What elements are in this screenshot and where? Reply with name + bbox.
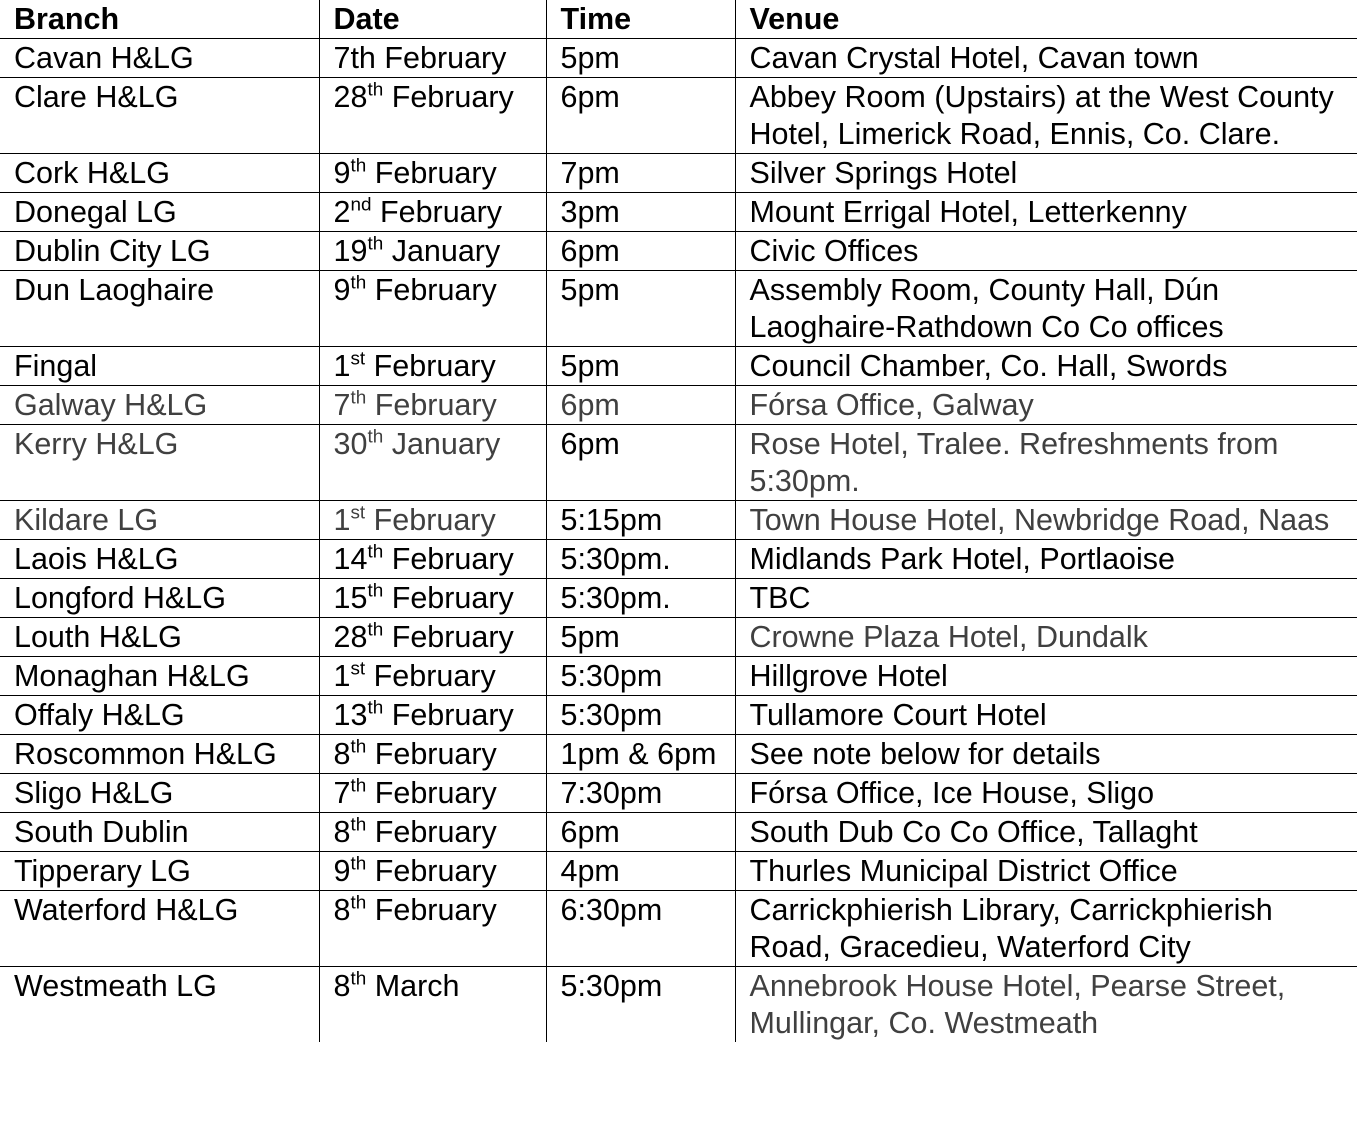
cell-time: 5:30pm <box>546 967 735 1043</box>
date-ordinal-suffix: th <box>367 79 384 101</box>
cell-branch: Laois H&LG <box>0 540 319 579</box>
cell-venue: South Dub Co Co Office, Tallaght <box>735 813 1357 852</box>
date-ordinal-suffix: th <box>350 853 367 875</box>
date-day: 28 <box>333 620 368 654</box>
cell-date <box>319 774 546 813</box>
cell-date <box>319 501 546 540</box>
date-ordinal-suffix: th <box>350 775 367 797</box>
cell-branch: Longford H&LG <box>0 579 319 618</box>
header-venue: Venue <box>735 0 1357 39</box>
cell-date <box>319 386 546 425</box>
table-row <box>0 774 1357 813</box>
cell-venue: Civic Offices <box>735 232 1357 271</box>
date-month: February <box>391 581 514 615</box>
cell-time: 5pm <box>546 347 735 386</box>
cell-branch: Waterford H&LG <box>0 891 319 967</box>
cell-time: 7pm <box>546 154 735 193</box>
cell-branch: Clare H&LG <box>0 78 319 154</box>
date-day: 14 <box>333 542 368 576</box>
table-row <box>0 657 1357 696</box>
cell-venue: Council Chamber, Co. Hall, Swords <box>735 347 1357 386</box>
cell-time: 6pm <box>546 425 735 501</box>
cell-date <box>319 271 546 347</box>
cell-venue: Assembly Room, County Hall, Dún Laoghaire-Rathdown Co Co offices <box>735 271 1357 347</box>
table-row <box>0 78 1357 154</box>
table-row <box>0 967 1357 1043</box>
date-day: 1 <box>333 349 351 383</box>
cell-time: 5pm <box>546 618 735 657</box>
cell-time: 5:30pm. <box>546 579 735 618</box>
cell-date <box>319 813 546 852</box>
table-row <box>0 501 1357 540</box>
date-day: 1 <box>333 503 351 537</box>
date-ordinal-suffix: th <box>350 387 367 409</box>
cell-date <box>319 78 546 154</box>
date-day: 9 <box>333 156 351 190</box>
date-day: 7 <box>333 776 351 810</box>
date-day: 9 <box>333 273 351 307</box>
table-row <box>0 193 1357 232</box>
cell-venue: Rose Hotel, Tralee. Refreshments from 5:30pm. <box>735 425 1357 501</box>
cell-date <box>319 735 546 774</box>
cell-date <box>319 154 546 193</box>
date-day: 28 <box>333 80 368 114</box>
date-ordinal-suffix: th <box>367 233 384 255</box>
table-row <box>0 813 1357 852</box>
cell-time: 5:15pm <box>546 501 735 540</box>
cell-venue: See note below for details <box>735 735 1357 774</box>
cell-venue: Midlands Park Hotel, Portlaoise <box>735 540 1357 579</box>
date-ordinal-suffix: th <box>367 541 384 563</box>
date-month: February <box>374 156 497 190</box>
date-month: January <box>391 427 501 461</box>
cell-date <box>319 852 546 891</box>
cell-venue: Mount Errigal Hotel, Letterkenny <box>735 193 1357 232</box>
table-row <box>0 618 1357 657</box>
cell-venue: Silver Springs Hotel <box>735 154 1357 193</box>
cell-time: 6pm <box>546 232 735 271</box>
cell-date <box>319 967 546 1043</box>
date-month: February <box>374 893 497 927</box>
cell-time: 4pm <box>546 852 735 891</box>
date-month: February <box>374 273 497 307</box>
cell-branch: Tipperary LG <box>0 852 319 891</box>
date-day: 2 <box>333 195 351 229</box>
cell-date <box>319 579 546 618</box>
date-month: February <box>384 41 507 75</box>
date-month: February <box>391 620 514 654</box>
date-day: 1 <box>333 659 351 693</box>
date-day: 8 <box>333 969 351 1003</box>
date-ordinal-suffix: nd <box>350 194 372 216</box>
cell-branch: Offaly H&LG <box>0 696 319 735</box>
table-row <box>0 891 1357 967</box>
cell-branch: Louth H&LG <box>0 618 319 657</box>
cell-branch: Monaghan H&LG <box>0 657 319 696</box>
cell-branch: Cavan H&LG <box>0 39 319 78</box>
table-row <box>0 540 1357 579</box>
cell-time: 5pm <box>546 271 735 347</box>
cell-venue: Annebrook House Hotel, Pearse Street, Mullingar, Co. Westmeath <box>735 967 1357 1043</box>
cell-time: 3pm <box>546 193 735 232</box>
cell-branch: Fingal <box>0 347 319 386</box>
date-ordinal-suffix: th <box>350 814 367 836</box>
cell-venue: Carrickphierish Library, Carrickphierish Road, Gracedieu, Waterford City <box>735 891 1357 967</box>
cell-time: 5pm <box>546 39 735 78</box>
date-day: 15 <box>333 581 368 615</box>
cell-venue: Thurles Municipal District Office <box>735 852 1357 891</box>
date-day: 19 <box>333 234 368 268</box>
date-ordinal-suffix: th <box>350 736 367 758</box>
date-day: 8 <box>333 893 351 927</box>
cell-time: 6pm <box>546 386 735 425</box>
date-ordinal-suffix: st <box>350 658 366 680</box>
date-month: February <box>391 542 514 576</box>
date-month: January <box>391 234 501 268</box>
cell-branch: Dublin City LG <box>0 232 319 271</box>
date-ordinal-suffix: th <box>350 272 367 294</box>
cell-branch: Roscommon H&LG <box>0 735 319 774</box>
cell-venue: Hillgrove Hotel <box>735 657 1357 696</box>
date-day: 8 <box>333 737 351 771</box>
cell-date <box>319 232 546 271</box>
cell-branch: Westmeath LG <box>14 969 217 1003</box>
date-day: 13 <box>333 698 368 732</box>
date-month: February <box>374 815 497 849</box>
date-ordinal-suffix: st <box>350 348 366 370</box>
date-month: February <box>391 80 514 114</box>
date-ordinal-suffix: th <box>367 619 384 641</box>
cell-venue: Fórsa Office, Ice House, Sligo <box>735 774 1357 813</box>
date-ordinal-suffix: th <box>350 155 367 177</box>
cell-venue: Fórsa Office, Galway <box>735 386 1357 425</box>
cell-time: 7:30pm <box>546 774 735 813</box>
date-month: February <box>374 737 497 771</box>
date-ordinal-suffix: th <box>367 697 384 719</box>
cell-branch: Kildare LG <box>0 501 319 540</box>
date-month: February <box>374 854 497 888</box>
cell-date <box>319 696 546 735</box>
table-row <box>0 271 1357 347</box>
table-row <box>0 425 1357 501</box>
cell-time: 5:30pm. <box>546 540 735 579</box>
cell-date <box>319 618 546 657</box>
cell-venue: TBC <box>735 579 1357 618</box>
cell-branch: Sligo H&LG <box>0 774 319 813</box>
date-ordinal-suffix: th <box>350 968 367 990</box>
header-date: Date <box>319 0 546 39</box>
date-month: February <box>374 776 497 810</box>
header-row <box>0 0 1357 39</box>
cell-date <box>319 347 546 386</box>
table-row <box>0 347 1357 386</box>
table-row <box>0 232 1357 271</box>
table-row <box>0 852 1357 891</box>
cell-branch: Donegal LG <box>0 193 319 232</box>
table-row <box>0 579 1357 618</box>
date-ordinal-suffix: th <box>367 580 384 602</box>
cell-venue: Cavan Crystal Hotel, Cavan town <box>735 39 1357 78</box>
date-day: 30 <box>333 427 368 461</box>
date-ordinal-suffix: th <box>350 892 367 914</box>
cell-date <box>319 540 546 579</box>
cell-time: 5:30pm <box>546 696 735 735</box>
table-row <box>0 386 1357 425</box>
header-branch: Branch <box>0 0 319 39</box>
table-row <box>0 735 1357 774</box>
cell-venue: Abbey Room (Upstairs) at the West County Hotel, Limerick Road, Ennis, Co. Clare. <box>735 78 1357 154</box>
cell-branch: Kerry H&LG <box>0 425 319 501</box>
cell-time: 5:30pm <box>546 657 735 696</box>
date-ordinal-suffix: st <box>350 502 366 524</box>
cell-date <box>319 891 546 967</box>
date-day: 8 <box>333 815 351 849</box>
date-month: February <box>374 388 497 422</box>
date-day: 7th <box>333 41 376 75</box>
cell-time: 6:30pm <box>546 891 735 967</box>
date-ordinal-suffix: th <box>367 426 384 448</box>
date-month: February <box>373 659 496 693</box>
cell-branch: South Dublin <box>0 813 319 852</box>
cell-branch: Galway H&LG <box>0 386 319 425</box>
table-row <box>0 154 1357 193</box>
date-month: February <box>379 195 503 229</box>
cell-time: 1pm & 6pm <box>546 735 735 774</box>
table-row <box>0 696 1357 735</box>
cell-date <box>319 193 546 232</box>
table-body <box>0 39 1357 1043</box>
cell-venue: Crowne Plaza Hotel, Dundalk <box>735 618 1357 657</box>
header-time: Time <box>546 0 735 39</box>
cell-date <box>319 657 546 696</box>
date-month: February <box>391 698 514 732</box>
date-month: February <box>373 503 496 537</box>
date-day: 9 <box>333 854 351 888</box>
cell-date <box>319 425 546 501</box>
date-month: February <box>373 349 496 383</box>
cell-branch: Cork H&LG <box>0 154 319 193</box>
cell-time: 6pm <box>546 78 735 154</box>
date-day: 7 <box>333 388 351 422</box>
cell-branch: Dun Laoghaire <box>0 271 319 347</box>
cell-time: 6pm <box>546 813 735 852</box>
table-row <box>0 39 1357 78</box>
cell-date <box>319 39 546 78</box>
cell-venue: Town House Hotel, Newbridge Road, Naas <box>735 501 1357 540</box>
cell-venue: Tullamore Court Hotel <box>735 696 1357 735</box>
date-month: March <box>374 969 460 1003</box>
